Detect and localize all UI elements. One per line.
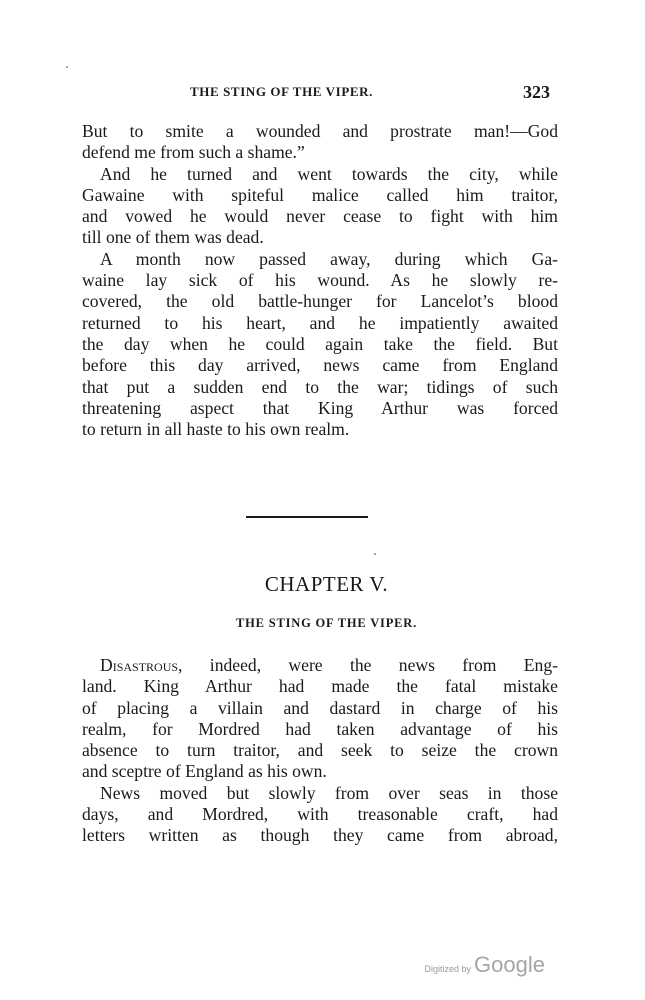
text-line: defend me from such a shame.” bbox=[82, 142, 305, 163]
text-line: realm, for Mordred had taken advantage of his bbox=[82, 718, 558, 739]
body-text-top bbox=[82, 121, 558, 440]
text-line: But to smite a wounded and prostrate man!—God bbox=[82, 121, 558, 141]
text-line: Gawaine with spiteful malice called him traitor, bbox=[82, 184, 558, 205]
text-line: to return in all haste to his own realm. bbox=[82, 419, 350, 440]
text-line: days, and Mordred, with treasonable craft, had bbox=[82, 804, 558, 825]
digitized-watermark bbox=[425, 952, 545, 978]
text-line: and sceptre of England as his own. bbox=[82, 761, 327, 782]
text-line: of placing a villain and dastard in charge of his bbox=[82, 697, 558, 718]
text-line: absence to turn traitor, and seek to seize the crown bbox=[82, 740, 558, 761]
text-line: letters written as though they came from abroad, bbox=[82, 825, 558, 846]
running-head bbox=[82, 82, 562, 104]
text-line: covered, the old battle-hunger for Lancelot’s blood bbox=[82, 291, 558, 312]
chapter-title: CHAPTER V. bbox=[264, 572, 389, 596]
text-line: till one of them was dead. bbox=[82, 227, 264, 248]
text-line: A month now passed away, during which Ga- bbox=[100, 248, 558, 269]
text-line: returned to his heart, and he impatiently awaited bbox=[82, 312, 558, 333]
text-line: threatening aspect that King Arthur was forced bbox=[82, 397, 558, 418]
section-divider bbox=[246, 516, 368, 518]
page-number: 323 bbox=[523, 82, 550, 102]
scan-speck bbox=[374, 553, 376, 555]
chapter-subtitle: THE STING OF THE VIPER. bbox=[235, 616, 418, 630]
text-line: News moved but slowly from over seas in those bbox=[100, 782, 558, 803]
drop-word: Disastrous, bbox=[100, 655, 183, 675]
text-line: land. King Arthur had made the fatal mistake bbox=[82, 676, 558, 697]
text-line: the day when he could again take the field. But bbox=[82, 333, 558, 354]
text-line: that put a sudden end to the war; tidings of such bbox=[82, 376, 558, 397]
watermark-prefix: Digitized by bbox=[424, 964, 472, 974]
text-fragment: indeed, were the news from Eng- bbox=[182, 655, 558, 675]
scan-speck bbox=[66, 66, 68, 68]
text-line: before this day arrived, news came from England bbox=[82, 355, 558, 376]
google-logo: Google bbox=[474, 952, 545, 977]
text-line bbox=[82, 655, 558, 676]
body-text-chapter bbox=[82, 655, 558, 847]
running-title: THE STING OF THE VIPER. bbox=[190, 84, 373, 99]
text-line: And he turned and went towards the city, while bbox=[100, 163, 558, 184]
text-line: waine lay sick of his wound. As he slowly re- bbox=[82, 270, 558, 291]
text-line: and vowed he would never cease to fight with him bbox=[82, 206, 558, 227]
